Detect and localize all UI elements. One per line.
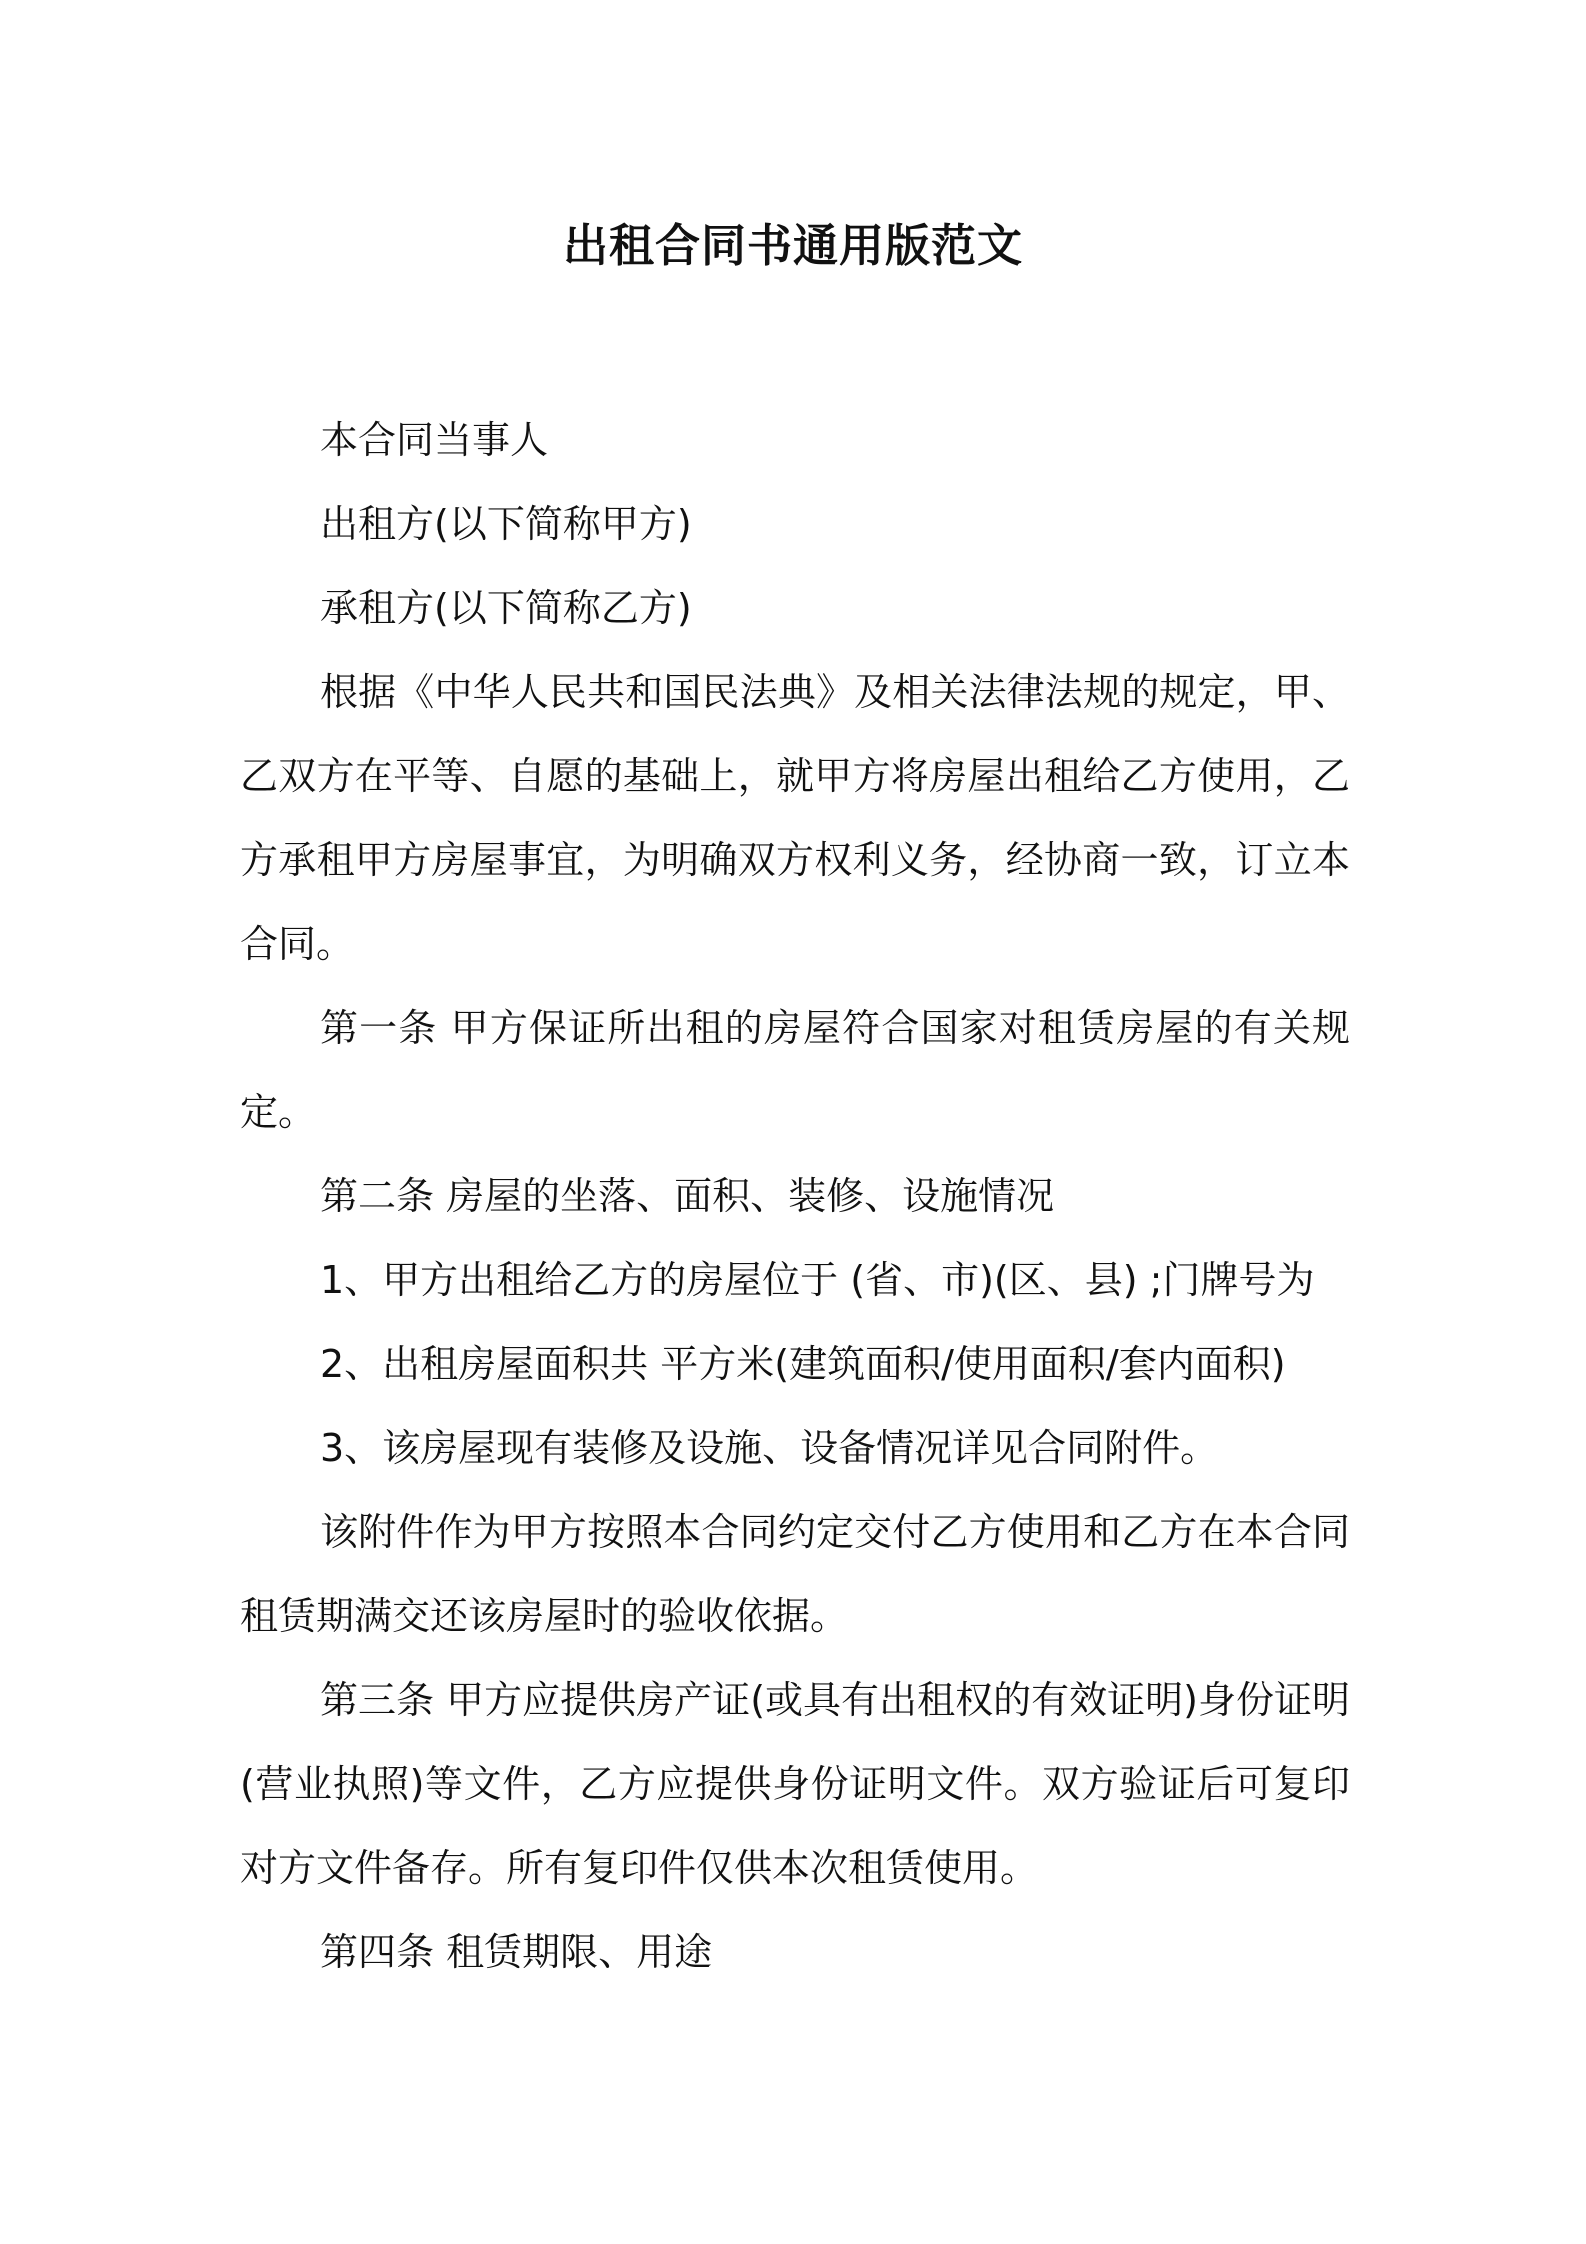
paragraph-lessor: 出租方(以下简称甲方) <box>320 502 692 546</box>
document-body <box>240 398 1350 1994</box>
paragraph-preamble: 根据《中华人民共和国民法典》及相关法律法规的规定，甲、乙双方在平等、自愿的基础上，就甲方将房屋出租给乙方使用，乙方承租甲方房屋事宜，为明确双方权利义务，经协商一致，订立本合同。 <box>240 670 1350 966</box>
paragraph-article-3: 第三条 甲方应提供房产证(或具有出租权的有效证明)身份证明(营业执照)等文件，乙方应提供身份证明文件。双方验证后可复印对方文件备存。所有复印件仅供本次租赁使用。 <box>240 1678 1350 1890</box>
paragraph-article-2-item-3: 3、该房屋现有装修及设施、设备情况详见合同附件。 <box>320 1426 1219 1470</box>
paragraph-annex-note: 该附件作为甲方按照本合同约定交付乙方使用和乙方在本合同租赁期满交还该房屋时的验收依据。 <box>240 1510 1350 1638</box>
paragraph-article-2-item-2: 2、出租房屋面积共 平方米(建筑面积/使用面积/套内面积) <box>320 1342 1286 1386</box>
paragraph-article-2-item-1: 1、甲方出租给乙方的房屋位于 (省、市)(区、县) ;门牌号为 <box>320 1258 1315 1302</box>
paragraph-parties: 本合同当事人 <box>320 418 549 462</box>
paragraph-article-4: 第四条 租赁期限、用途 <box>320 1930 713 1974</box>
paragraph-article-2: 第二条 房屋的坐落、面积、装修、设施情况 <box>320 1174 1055 1218</box>
paragraph-lessee: 承租方(以下简称乙方) <box>320 586 692 630</box>
paragraph-article-1: 第一条 甲方保证所出租的房屋符合国家对租赁房屋的有关规定。 <box>240 1006 1350 1134</box>
document-title: 出租合同书通用版范文 <box>562 219 1023 272</box>
